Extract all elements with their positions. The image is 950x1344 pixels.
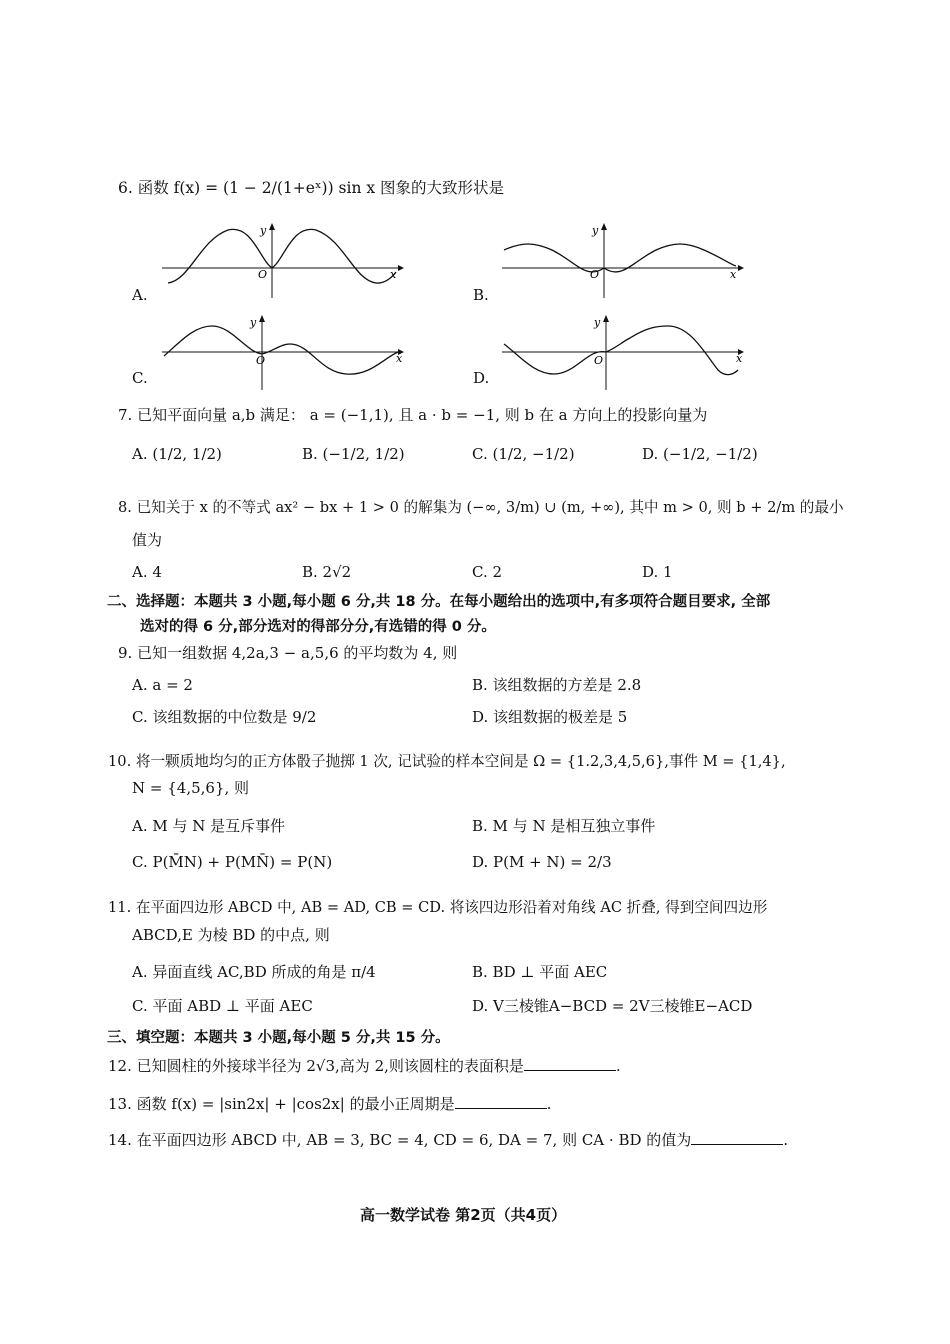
q12-text: 12. 已知圆柱的外接球半径为 2√3,高为 2,则该圆柱的表面积是 [108, 1057, 524, 1075]
q6-graph-d-x: x [736, 352, 743, 365]
q7-stem: 7. 已知平面向量 a,b 满足： a = (−1,1), 且 a · b = −1, 则 b 在 a 方向上的投影向量为 [118, 406, 708, 424]
q6-graph-c-x: x [396, 352, 403, 365]
q10-option-b: B. M 与 N 是相互独立事件 [472, 817, 656, 835]
section3-heading: 三、填空题：本题共 3 小题,每小题 5 分,共 15 分。 [107, 1030, 450, 1046]
q6-option-c-label: C. [132, 369, 148, 387]
q6-graph-d-y: y [594, 316, 601, 329]
q6-graph-d [490, 312, 750, 392]
q7-option-b: B. (−1/2, 1/2) [302, 445, 405, 463]
q8-option-d: D. 1 [642, 563, 673, 581]
q14-text: 14. 在平面四边形 ABCD 中, AB = 3, BC = 4, CD = 6, DA = 7, 则 CA · BD 的值为 [108, 1131, 692, 1149]
q6-graph-a-x: x [390, 268, 397, 281]
q6-graph-b-origin: O [590, 268, 600, 281]
q6-graph-a-y: y [260, 224, 267, 237]
q6-graph-c-y: y [250, 316, 257, 329]
q6-stem: 6. 函数 f(x) = (1 − 2/(1+eˣ)) sin x 图象的大致形状是 [118, 179, 505, 197]
q11-option-b: B. BD ⊥ 平面 AEC [472, 963, 608, 981]
q8-option-c: C. 2 [472, 563, 503, 581]
q7-option-d: D. (−1/2, −1/2) [642, 445, 758, 463]
q6-graph-a [150, 220, 410, 300]
q6-graph-c [150, 312, 410, 392]
q8-stem-line2: 值为 [132, 531, 163, 549]
q8-option-b: B. 2√2 [302, 563, 352, 581]
q8-stem-line1: 8. 已知关于 x 的不等式 ax² − bx + 1 > 0 的解集为 (−∞, 3/m) ∪ (m, +∞), 其中 m > 0, 则 b + 2/m 的最小 [118, 499, 844, 516]
q6-option-b-label: B. [473, 286, 489, 304]
q11-option-c: C. 平面 ABD ⊥ 平面 AEC [132, 997, 313, 1015]
q12-stem: 12. 已知圆柱的外接球半径为 2√3,高为 2,则该圆柱的表面积是 . [108, 1057, 621, 1075]
q6-graph-a-origin: O [258, 268, 268, 281]
q10-option-a: A. M 与 N 是互斥事件 [132, 817, 286, 835]
q10-stem-line1: 10. 将一颗质地均匀的正方体骰子抛掷 1 次, 记试验的样本空间是 Ω = {1.2,3,4,5,6},事件 M = {1,4}, [108, 753, 786, 770]
q7-option-c: C. (1/2, −1/2) [472, 445, 575, 463]
section2-heading-line2: 选对的得 6 分,部分选对的得部分分,有选错的得 0 分。 [140, 619, 496, 635]
q6-graph-b-y: y [592, 224, 599, 237]
q6-option-d-label: D. [473, 369, 490, 387]
q6-graph-d-origin: O [594, 354, 604, 367]
q6-option-a-label: A. [132, 286, 148, 304]
q13-stem: 13. 函数 f(x) = |sin2x| + |cos2x| 的最小正周期是 . [108, 1095, 552, 1113]
q14-stem: 14. 在平面四边形 ABCD 中, AB = 3, BC = 4, CD = 6, DA = 7, 则 CA · BD 的值为 . [108, 1131, 789, 1149]
q11-stem-line1: 11. 在平面四边形 ABCD 中, AB = AD, CB = CD. 将该四边形沿着对角线 AC 折叠, 得到空间四边形 [108, 899, 768, 916]
q10-option-d: D. P(M + N) = 2/3 [472, 853, 612, 871]
q6-graph-c-origin: O [256, 354, 266, 367]
q13-answer-blank[interactable] [455, 1094, 547, 1109]
q6-graph-c-curve [164, 326, 398, 374]
q14-answer-blank[interactable] [691, 1130, 783, 1145]
q12-answer-blank[interactable] [524, 1056, 616, 1071]
q10-option-c: C. P(M̄N) + P(MN̄) = P(N) [132, 853, 333, 871]
q8-option-a: A. 4 [132, 563, 162, 581]
q6-graph-a-curve [168, 229, 396, 283]
section2-heading-line1: 二、选择题：本题共 3 小题,每小题 6 分,共 18 分。在每小题给出的选项中,有多项符合题目要求, 全部 [107, 594, 771, 610]
q10-stem-line2: N = {4,5,6}, 则 [132, 779, 250, 797]
q7-option-a: A. (1/2, 1/2) [132, 445, 222, 463]
q11-stem-line2: ABCD,E 为棱 BD 的中点, 则 [132, 926, 330, 944]
page-footer: 高一数学试卷 第2页（共4页） [360, 1206, 567, 1224]
q9-option-b: B. 该组数据的方差是 2.8 [472, 676, 642, 694]
q11-option-d: D. V三棱锥A−BCD = 2V三棱锥E−ACD [472, 997, 753, 1015]
q6-graph-b-x: x [730, 268, 737, 281]
q6-graph-b [490, 220, 750, 300]
q11-option-a: A. 异面直线 AC,BD 所成的角是 π/4 [132, 963, 376, 981]
q9-option-a: A. a = 2 [132, 676, 193, 694]
q9-stem: 9. 已知一组数据 4,2a,3 − a,5,6 的平均数为 4, 则 [118, 644, 458, 662]
q9-option-c: C. 该组数据的中位数是 9/2 [132, 708, 317, 726]
q6-graph-d-curve [504, 326, 738, 375]
q9-option-d: D. 该组数据的极差是 5 [472, 708, 628, 726]
q13-text: 13. 函数 f(x) = |sin2x| + |cos2x| 的最小正周期是 [108, 1095, 455, 1113]
